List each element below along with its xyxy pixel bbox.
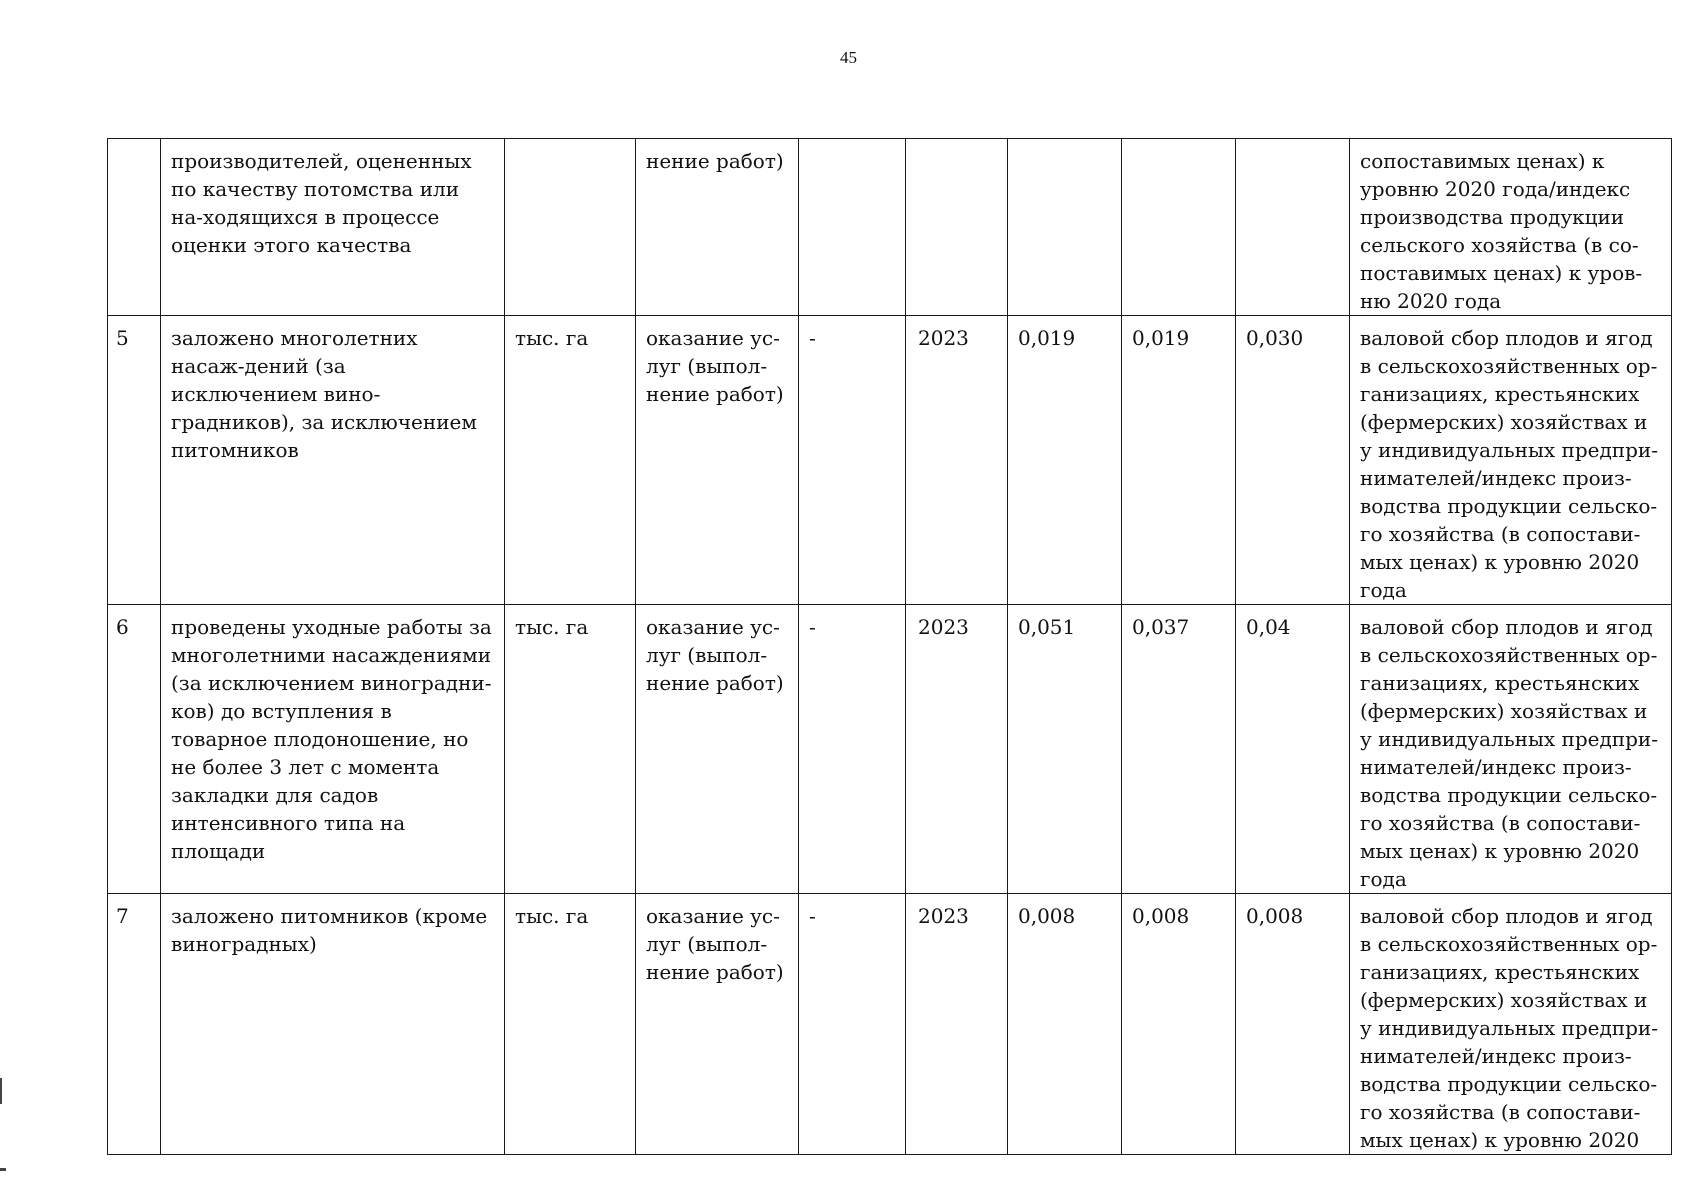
row-number: 6 [108,605,161,894]
measure-type: оказание ус-луг (выпол-нение работ) [636,316,799,605]
value-2: 0,037 [1122,605,1236,894]
measure-unit: тыс. га [505,605,636,894]
measure-year: 2023 [906,316,1008,605]
row-number: 7 [108,894,161,1155]
value-1 [1008,139,1122,316]
table-row [108,139,1672,316]
measure-unit: тыс. га [505,316,636,605]
measures-table [107,138,1672,1155]
result-indicator: валовой сбор плодов и ягод в сельскохозяйственных ор-ганизациях, крестьянских (фермерских) хозяйствах и у индивидуальных предпри-нимателей/индекс произ-водства продукции сельско-го хозяйства (в сопостави-мых ценах) к уровню 2020 года [1350,316,1672,605]
measure-col5 [799,139,906,316]
measure-col5: - [799,894,906,1155]
row-number: 5 [108,316,161,605]
page-number: 45 [840,48,857,67]
value-1: 0,051 [1008,605,1122,894]
measure-year [906,139,1008,316]
measure-year: 2023 [906,894,1008,1155]
measure-description: заложено питомников (кроме виноградных) [161,894,505,1155]
measure-col5: - [799,316,906,605]
measure-description: проведены уходные работы за многолетними насаждениями (за исключением виноградни-ков) до вступления в товарное плодоношение, но не более 3 лет с момента закладки для садов интенсивного типа на площади [161,605,505,894]
scan-margin-mark [0,1078,2,1104]
value-3 [1236,139,1350,316]
measure-unit: тыс. га [505,894,636,1155]
result-indicator: валовой сбор плодов и ягод в сельскохозяйственных ор-ганизациях, крестьянских (фермерских) хозяйствах и у индивидуальных предпри-нимателей/индекс произ-водства продукции сельско-го хозяйства (в сопостави-мых ценах) к уровню 2020 [1350,894,1672,1155]
value-3: 0,030 [1236,316,1350,605]
measure-type: оказание ус-луг (выпол-нение работ) [636,605,799,894]
measure-description: производителей, оцененных по качеству потомства или на-ходящихся в процессе оценки этого качества [161,139,505,316]
table-row [108,894,1672,1155]
row-number [108,139,161,316]
table-row [108,316,1672,605]
value-2 [1122,139,1236,316]
measure-type: нение работ) [636,139,799,316]
table-row [108,605,1672,894]
measure-year: 2023 [906,605,1008,894]
measure-col5: - [799,605,906,894]
measure-unit [505,139,636,316]
result-indicator: валовой сбор плодов и ягод в сельскохозяйственных ор-ганизациях, крестьянских (фермерских) хозяйствах и у индивидуальных предпри-нимателей/индекс произ-водства продукции сельско-го хозяйства (в сопостави-мых ценах) к уровню 2020 года [1350,605,1672,894]
value-2: 0,019 [1122,316,1236,605]
measure-description: заложено многолетних насаж-дений (за исключением вино-градников), за исключением питомников [161,316,505,605]
value-3: 0,04 [1236,605,1350,894]
measure-type: оказание ус-луг (выпол-нение работ) [636,894,799,1155]
value-3: 0,008 [1236,894,1350,1155]
value-1: 0,008 [1008,894,1122,1155]
value-1: 0,019 [1008,316,1122,605]
value-2: 0,008 [1122,894,1236,1155]
scan-margin-mark [0,1168,6,1171]
result-indicator: сопоставимых ценах) к уровню 2020 года/индекс производства продукции сельского хозяйства (в со-поставимых ценах) к уров-ню 2020 года [1350,139,1672,316]
